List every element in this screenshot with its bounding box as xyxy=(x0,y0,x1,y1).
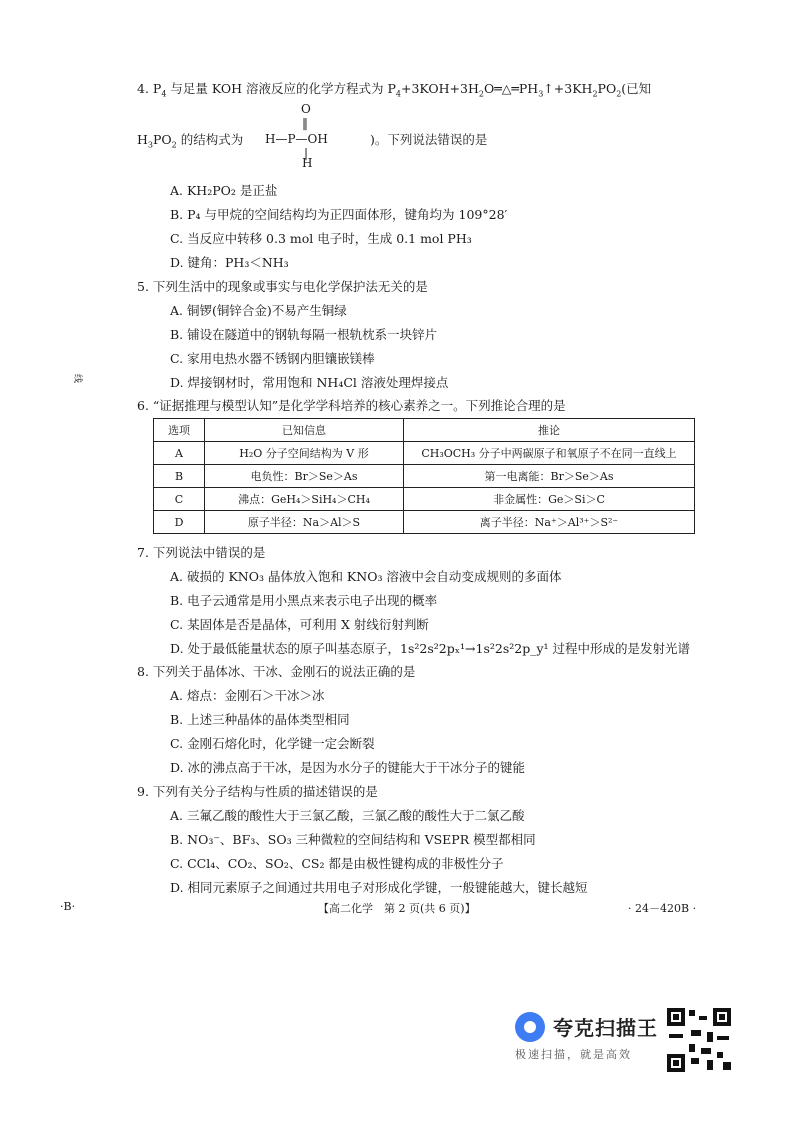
table-cell: 原子半径：Na＞Al＞S xyxy=(205,511,404,534)
quark-logo-icon xyxy=(515,1012,545,1042)
table-row xyxy=(154,442,695,465)
brand-name: 夸克扫描王 xyxy=(553,1016,658,1040)
h3po2-structure-formula: O ‖ H—P—OH | H xyxy=(265,102,328,170)
table-cell: 第一电离能：Br＞Se＞As xyxy=(404,465,695,488)
q4-option-c: C. 当反应中转移 0.3 mol 电子时，生成 0.1 mol PH₃ xyxy=(170,231,472,246)
q8-stem: 8. 下列关于晶体冰、干冰、金刚石的说法正确的是 xyxy=(137,664,416,679)
q5-stem: 5. 下列生活中的现象或事实与电化学保护法无关的是 xyxy=(137,279,428,294)
table-cell: 非金属性：Ge＞Si＞C xyxy=(404,488,695,511)
q8-option-d: D. 冰的沸点高于干冰，是因为水分子的键能大于干冰分子的键能 xyxy=(170,760,526,775)
brand-slogan: 极速扫描，就是高效 xyxy=(515,1048,632,1061)
table-row xyxy=(154,511,695,534)
table-cell: 离子半径：Na⁺＞Al³⁺＞S²⁻ xyxy=(404,511,695,534)
header-inference: 推论 xyxy=(404,419,695,442)
q8-option-c: C. 金刚石熔化时，化学键一定会断裂 xyxy=(170,736,375,751)
q4-line1: 4. $P_4$ 与足量 KOH 溶液反应的化学方程式为 $P_4+3KOH+3H_2O═\triangle═PH_3↑+3KH_2PO_2$(已知 xyxy=(137,81,652,99)
table-row xyxy=(154,488,695,511)
q7-stem: 7. 下列说法中错误的是 xyxy=(137,545,266,560)
q8-option-a: A. 熔点：金刚石＞干冰＞冰 xyxy=(170,688,325,703)
q5-option-b: B. 铺设在隧道中的钢轨每隔一根轨枕系一块锌片 xyxy=(170,327,438,342)
table-cell: A xyxy=(154,442,205,465)
q6-table xyxy=(153,418,695,534)
q4-option-a: A. KH₂PO₂ 是正盐 xyxy=(170,183,278,198)
table-cell: C xyxy=(154,488,205,511)
table-cell: D xyxy=(154,511,205,534)
q5-option-a: A. 铜锣(铜锌合金)不易产生铜绿 xyxy=(170,303,347,318)
binding-margin-mark: 线 xyxy=(72,373,83,384)
footer-page-info: 【高二化学 第 2 页(共 6 页)】 xyxy=(318,902,476,915)
footer-exam-code: · 24－420B · xyxy=(628,902,697,915)
table-cell: B xyxy=(154,465,205,488)
footer-left-mark: ·B· xyxy=(60,900,76,913)
q4-line2: $H_3PO_2$ 的结构式为 xyxy=(137,132,244,150)
q6-stem: 6. “证据推理与模型认知”是化学学科培养的核心素养之一。下列推论合理的是 xyxy=(137,398,566,413)
q7-option-a: A. 破损的 KNO₃ 晶体放入饱和 KNO₃ 溶液中会自动变成规则的多面体 xyxy=(170,569,562,584)
table-cell: 沸点：GeH₄＞SiH₄＞CH₄ xyxy=(205,488,404,511)
q9-stem: 9. 下列有关分子结构与性质的描述错误的是 xyxy=(137,784,378,799)
header-known-info: 已知信息 xyxy=(205,419,404,442)
q7-option-d: D. 处于最低能量状态的原子叫基态原子，1s²2s²2pₓ¹→1s²2s²2p_y¹ 过程中形成的是发射光谱 xyxy=(170,641,691,656)
q7-option-c: C. 某固体是否是晶体，可利用 X 射线衍射判断 xyxy=(170,617,429,632)
q8-option-b: B. 上述三种晶体的晶体类型相同 xyxy=(170,712,350,727)
scanner-watermark xyxy=(515,1008,735,1068)
q4-option-b: B. P₄ 与甲烷的空间结构均为正四面体形，键角均为 109°28′ xyxy=(170,207,508,222)
q4-line2-tail: )。下列说法错误的是 xyxy=(370,132,488,147)
table-row xyxy=(154,465,695,488)
q9-option-d: D. 相同元素原子之间通过共用电子对形成化学键，一般键能越大，键长越短 xyxy=(170,880,588,895)
table-header-row xyxy=(154,419,695,442)
q4-option-d: D. 键角：PH₃＜NH₃ xyxy=(170,255,289,270)
header-option: 选项 xyxy=(154,419,205,442)
q5-option-d: D. 焊接钢材时，常用饱和 NH₄Cl 溶液处理焊接点 xyxy=(170,375,449,390)
q9-option-b: B. NO₃⁻、BF₃、SO₃ 三种微粒的空间结构和 VSEPR 模型都相同 xyxy=(170,832,536,847)
table-cell: CH₃OCH₃ 分子中两碳原子和氧原子不在同一直线上 xyxy=(404,442,695,465)
qr-code-icon xyxy=(667,1008,731,1072)
table-cell: 电负性：Br＞Se＞As xyxy=(205,465,404,488)
q9-option-c: C. CCl₄、CO₂、SO₂、CS₂ 都是由极性键构成的非极性分子 xyxy=(170,856,504,871)
q5-option-c: C. 家用电热水器不锈钢内胆镶嵌镁棒 xyxy=(170,351,375,366)
q7-option-b: B. 电子云通常是用小黑点来表示电子出现的概率 xyxy=(170,593,438,608)
q9-option-a: A. 三氟乙酸的酸性大于三氯乙酸，三氯乙酸的酸性大于二氯乙酸 xyxy=(170,808,525,823)
table-cell: H₂O 分子空间结构为 V 形 xyxy=(205,442,404,465)
